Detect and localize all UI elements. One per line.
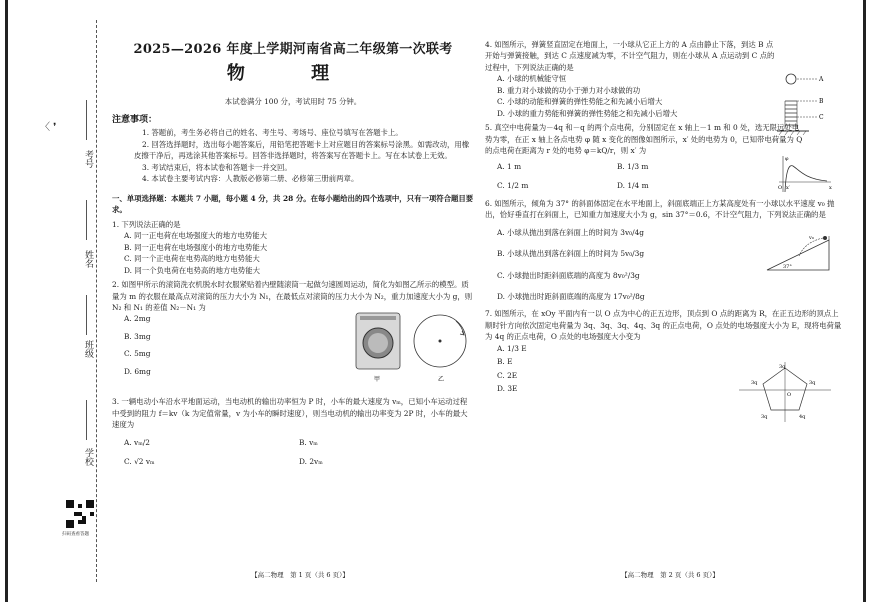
option-a: A. 同一正电荷在电场强度大的地方电势能大 [124,231,268,241]
figure-label-jia: 甲 [374,376,381,384]
margin-label-exam-no: 考号 [83,150,93,168]
option-d: D. 小球抛出时距斜面底端的高度为 17v₀²/8g [497,291,645,301]
question-3 [112,396,474,467]
notice-title: 注意事项： [112,114,158,125]
option-b: B. 重力对小球做的功小于弹力对小球做的功 [497,85,641,95]
angle-label: 37° [783,263,792,270]
option-c: C. √2 vₘ [124,457,155,467]
axis-label-phi: φ [785,156,789,163]
charge-label: 4q [799,414,806,421]
charge-label: 3q [751,380,758,387]
option-b: B. E [497,357,513,367]
page-2-footer: 【高二物理 第 2 页（共 6 页）】 [621,571,719,579]
subject-title: 物 理 [226,63,360,85]
question-stem: 5. 真空中电荷量为－4q 和－q 的两个点电荷，分别固定在 x 轴上－1 m 和 0 处，选无限远处电势为零，在正 x 轴上各点电势 φ 随 x 变化的图像如图所示，x′ 处的电势为 0，已知带电荷量为 Q 的点电荷在距离为 r 处的电势 φ＝kQ/r，则 x′ 为 [485,123,803,156]
option-c: C. 5mg [124,349,151,359]
charge-label: 3q [809,380,816,387]
option-b: B. 小球从抛出到落在斜面上的时间为 5v₀/3g [497,249,645,259]
charge-label: 3q [779,364,786,371]
margin-label-class: 班级 [83,340,93,358]
pentagon-figure [735,360,835,424]
question-4 [485,39,845,119]
axis-label-x: x [829,185,832,192]
figure-label-a: A [819,76,824,83]
figure-label-yi: 乙 [438,376,445,384]
margin-blank-exam-no [86,100,87,140]
option-d: D. 1/4 m [617,181,649,191]
question-1 [112,219,474,276]
notice-item: 4. 本试卷主要考试内容：人教版必修第二册、必修第三册前两章。 [142,174,359,184]
option-d: D. 小球的重力势能和弹簧的弹性势能之和先减小后增大 [497,108,678,118]
washing-machine-figure [352,309,472,385]
figure-label-b: B [819,98,824,105]
exam-title: 2025—2026 年度上学期河南省高二年级第一次联考 [133,42,453,57]
question-stem: 6. 如图所示，倾角为 37° 的斜面体固定在水平地面上，斜面底端正上方某高度处有一小球以水平速度 v₀ 抛出，恰好垂直打在斜面上，已知重力加速度大小为 g，sin 37°＝0.6，不计空气阻力，下列说法正确的是 [485,198,835,220]
option-b: B. 同一正电荷在电场强度小的地方电势能大 [124,242,268,252]
option-b: B. 3mg [124,331,151,341]
notice-item: 3. 考试结束后，将本试卷和答题卡一并交回。 [142,162,292,172]
qr-caption: 扫码查看答题 [62,532,89,537]
figure-label-c: C [819,114,824,121]
option-d: D. 3E [497,384,518,394]
option-a: A. vₘ/2 [124,437,150,447]
question-6 [485,198,845,303]
option-c: C. 2E [497,370,518,380]
scan-edge-left [5,0,8,602]
question-stem: 3. 一辆电动小车沿水平地面运动，当电动机的输出功率恒为 P 时，小车的最大速度为 vₘ，已知小车运动过程中受到的阻力 f＝kv（k 为定值常量，v 为小车的瞬时速度），则当电动机的输出功率变为 2P 时，小车的最大速度为 [112,397,468,430]
question-5 [485,122,845,191]
question-stem: 1. 下列说法正确的是 [112,219,181,229]
section-heading: 一、单项选择题：本题共 7 小题，每小题 4 分，共 28 分。在每小题给出的四个选项中，只有一项符合题目要求。 [112,193,474,215]
margin-blank-name [86,200,87,240]
notice-list [112,127,474,184]
question-stem: 7. 如图所示，在 xOy 平面内有一以 O 点为中心的正五边形，顶点到 O 点的距离为 R，在正五边形的顶点上顺时针方向依次固定电荷量为 3q、3q、3q、4q、3q 的正点电荷，O 点处的电场强度大小为 E，现将电荷量为 4q 的正点电荷，O 点处的电场强度大小变为 [485,309,842,342]
option-d: D. 6mg [124,366,151,376]
v0-label: v₀ [809,234,814,241]
origin-label: O [778,185,783,192]
option-c: C. 小球抛出时距斜面底端的高度为 8v₀²/3g [497,270,640,280]
option-c: C. 1/2 m [497,181,529,191]
binding-line [96,20,97,582]
option-c: C. 小球的动能和弹簧的弹性势能之和先减小后增大 [497,97,663,107]
option-b: B. 1/3 m [617,161,649,171]
page-1 [112,0,474,468]
option-b: B. vₘ [299,437,318,447]
option-a: A. 2mg [124,314,151,324]
origin-label: O [787,392,792,399]
x-prime-label: x′ [786,185,790,192]
incline-figure [765,234,835,276]
page-2 [485,36,845,421]
margin-blank-class [86,295,87,335]
option-a: A. 1/3 E [497,343,527,353]
option-a: A. 1 m [497,161,522,171]
notice-item: 2. 回答选择题时，选出每小题答案后，用铅笔把答题卡上对应题目的答案标号涂黑。如需改动，用橡皮擦干净后，再选涂其他答案标号。回答非选择题时，将答案写在答题卡上。写在本试卷上无效。 [134,139,470,161]
notice-item: 1. 答题前，考生务必将自己的姓名、考生号、考场号、座位号填写在答题卡上。 [142,128,403,138]
exam-info: 本试卷满分 100 分，考试用时 75 分钟。 [224,97,362,107]
qr-code [66,500,94,528]
option-d: D. 同一个负电荷在电势高的地方电势能大 [124,265,261,275]
question-stem: 4. 如图所示，弹簧竖直固定在地面上，一小球从它正上方的 A 点由静止下落，到达 B 点开始与弹簧接触，到达 C 点速度减为零，不计空气阻力，则在小球从 A 点运动到 C 点的过程中，下列说法正确的是 [485,40,775,72]
question-stem: 2. 如图甲所示的滚筒洗衣机脱水时衣服紧贴着内壁随滚筒一起做匀速圆周运动，简化为如图乙所示的模型。质量为 m 的衣服在最高点对滚筒的压力大小为 N₁，在最低点对滚筒的压力大小为 N₂，重力加速度大小为 g，则 N₂ 和 N₁ 的差值 N₂－N₁ 为 [112,280,473,312]
option-c: C. 同一个正电荷在电势高的地方电势能大 [124,254,260,264]
question-2 [112,279,474,393]
margin-label-school: 学校 [83,448,93,466]
smudge-mark: 〈 ❜ [40,122,57,133]
option-a: A. 小球的机械能守恒 [497,74,567,84]
margin-label-name: 姓名 [83,250,93,268]
page-1-footer: 【高二物理 第 1 页（共 6 页）】 [251,571,349,579]
charge-label: 3q [761,414,768,421]
option-a: A. 小球从抛出到落在斜面上的时间为 3v₀/4g [497,227,645,237]
scan-edge-right [863,0,866,602]
option-d: D. 2vₘ [299,457,323,467]
margin-blank-school [86,400,87,440]
potential-graph-figure [775,152,835,202]
question-7 [485,308,845,421]
